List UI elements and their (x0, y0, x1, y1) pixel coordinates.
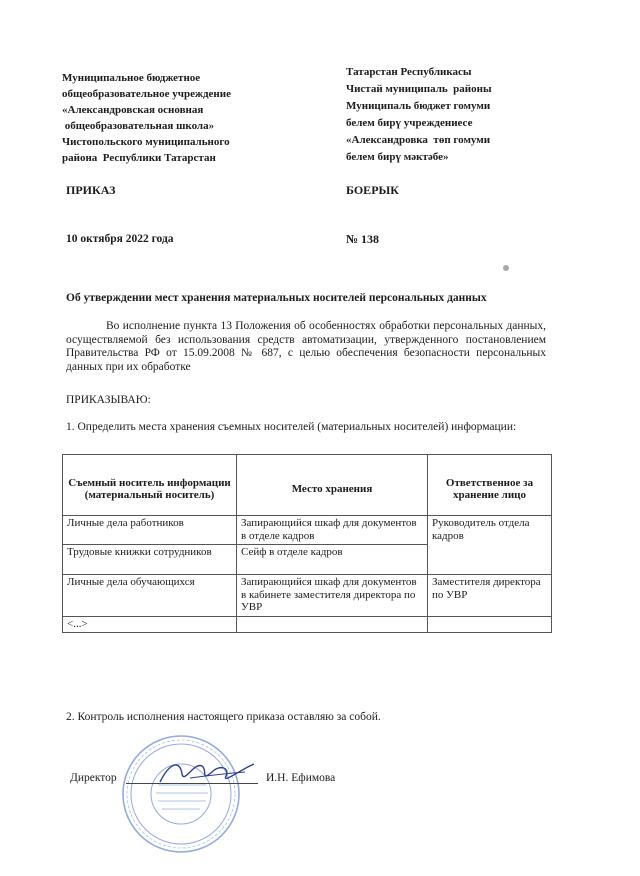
org-name-tt-line: Муниципаль бюджет гомуми (346, 100, 491, 112)
table-cell: Сейф в отделе кадров (237, 545, 428, 575)
table-cell: Запирающийся шкаф для документов в кабинете заместителя директора по УВР (237, 575, 428, 617)
order-date: 10 октября 2022 года (66, 233, 174, 245)
order-title-ru: ПРИКАЗ (66, 183, 116, 197)
org-name-ru-line: Муниципальное бюджетное (62, 72, 201, 84)
table-header-row (63, 455, 552, 516)
table-cell (237, 616, 428, 633)
signatory-title: Директор (70, 772, 117, 784)
org-name-ru (62, 70, 302, 166)
table-cell: Личные дела работников (63, 516, 237, 545)
org-name-ru-line: Чистопольского муниципального (62, 136, 230, 148)
intro-paragraph: Во исполнение пункта 13 Положения об особенностях обработки персональных данных, осуществляемой без использования средств автоматизации, утвержденного постановлением Правительства РФ от 15.09.2008 № 687, с целью обеспечения безопасности персональных данных при их обработке (66, 320, 546, 373)
table-cell (428, 616, 552, 633)
table-row (63, 616, 552, 633)
table-header-cell: Место хранения (237, 455, 428, 516)
table-cell: Трудовые книжки сотрудников (63, 545, 237, 575)
table-row (63, 575, 552, 617)
org-name-ru-line: «Александровская основная (62, 104, 204, 116)
storage-table (62, 454, 552, 633)
table-header-cell: Ответственное за хранение лицо (428, 455, 552, 516)
org-name-tt (346, 64, 586, 166)
org-name-ru-line: района Республики Татарстан (62, 152, 216, 164)
org-name-tt-line: белем бирү мәктәбе» (346, 151, 449, 163)
table-cell: Руководитель отдела кадров (428, 516, 552, 575)
org-name-tt-line: Татарстан Республикасы (346, 66, 472, 78)
signature-line (126, 783, 258, 784)
table-cell: Запирающийся шкаф для документов в отделе кадров (237, 516, 428, 545)
clause-1: 1. Определить места хранения съемных носителей (материальных носителей) информации: (66, 421, 517, 433)
org-name-tt-line: Чистай муниципаль районы (346, 83, 492, 95)
director-signature (150, 752, 260, 792)
scan-speck (503, 265, 509, 271)
prikazyvayu-heading: ПРИКАЗЫВАЮ: (66, 394, 151, 406)
table-cell: <...> (63, 616, 237, 633)
signatory-name: И.Н. Ефимова (266, 772, 336, 784)
table-cell: Личные дела обучающихся (63, 575, 237, 617)
order-number: № 138 (346, 232, 380, 246)
order-subject: Об утверждении мест хранения материальных носителей персональных данных (66, 292, 487, 304)
org-name-tt-line: «Александровка төп гомуми (346, 134, 491, 146)
org-name-ru-line: общеобразовательное учреждение (62, 88, 231, 100)
org-name-tt-line: белем бирү учреждениесе (346, 117, 473, 129)
order-title-tt: БОЕРЫК (346, 183, 400, 197)
clause-2: 2. Контроль исполнения настоящего приказа оставляю за собой. (66, 711, 381, 723)
table-cell: Заместителя директора по УВР (428, 575, 552, 617)
table-row (63, 516, 552, 545)
org-name-ru-line: общеобразовательная школа» (62, 120, 215, 132)
table-header-cell: Съемный носитель информации (материальный носитель) (63, 455, 237, 516)
